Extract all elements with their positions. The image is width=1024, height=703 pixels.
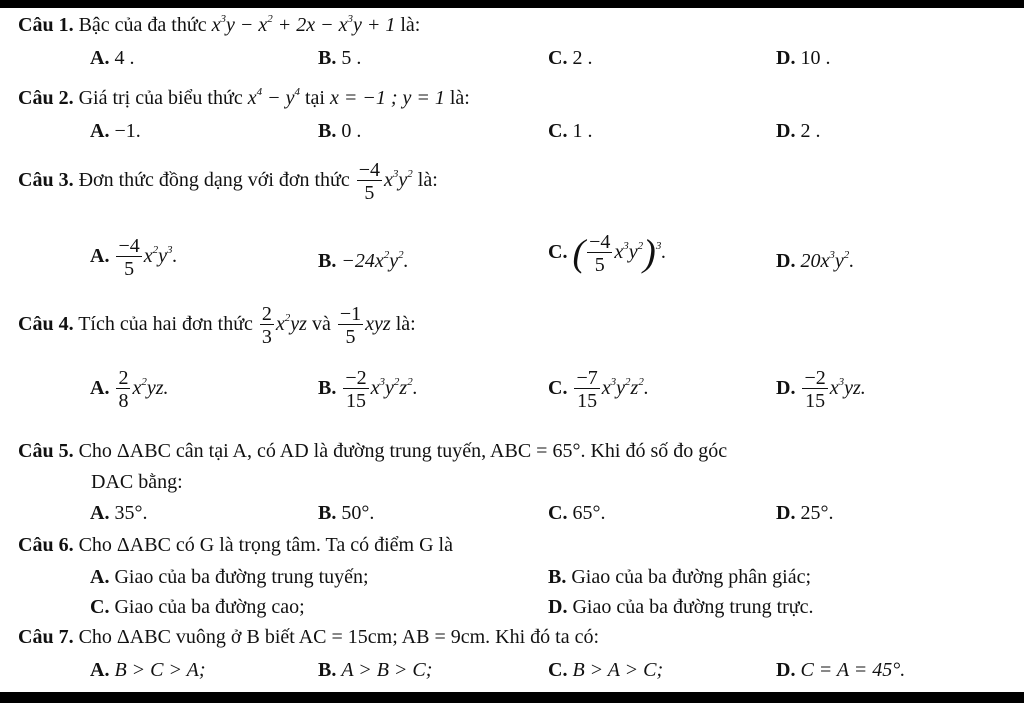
question-4: Câu 4. Tích của hai đơn thức $\frac{2}{3}$ $x^2yz$ và $\frac{-1}{5}$ xyz là: <box>18 303 416 348</box>
question-label: Câu 4. <box>18 313 74 336</box>
option-c: C. $\frac{-7}{15}$ $x^3y^2z^2$. <box>548 367 649 412</box>
option-b: B. 50°. <box>318 502 375 524</box>
question-text: Giá trị của biểu thức <box>78 87 243 109</box>
option-a: A. 35°. <box>90 502 148 524</box>
question-3: Câu 3. Đơn thức đồng dạng với đơn thức $\frac{-4}{5}$ $x^3y^2$ là: <box>18 159 438 204</box>
monomial-2: $\frac{-1}{5}$ xyz <box>339 303 391 348</box>
question-label: Câu 2. <box>18 87 74 109</box>
option-a: A. −1. <box>90 120 141 142</box>
condition: x = −1 ; y = 1 <box>329 87 445 109</box>
option-d: D. Giao của ba đường trung trực. <box>548 596 814 618</box>
question-text: Đơn thức đồng dạng với đơn thức <box>78 169 350 192</box>
question-5 <box>18 440 727 463</box>
option-d: D. $\frac{-2}{15}$ $x^3yz$. <box>776 367 866 412</box>
question-1 <box>18 14 420 37</box>
question-5-continued: DAC bằng: <box>91 471 183 493</box>
question-label: Câu 3. <box>18 169 74 192</box>
option-b: B. Giao của ba đường phân giác; <box>548 566 812 588</box>
question-text: Cho ΔABC vuông ở B biết AC = 15cm; AB = 9cm. Khi đó ta có: <box>78 626 600 648</box>
question-text: Cho ΔABC có G là trọng tâm. Ta có điểm G là <box>78 534 453 556</box>
option-b: B. $-24x^2y^2$. <box>318 249 409 272</box>
option-a: A. 4 . <box>90 47 135 69</box>
option-a: A. B > C > A; <box>90 659 206 681</box>
question-text: Tích của hai đơn thức <box>78 313 253 336</box>
question-label: Câu 5. <box>18 440 74 462</box>
option-c: C. 1 . <box>548 120 593 142</box>
question-6 <box>18 534 453 557</box>
question-label: Câu 6. <box>18 534 74 556</box>
option-c: C. 2 . <box>548 47 593 69</box>
option-d: D. 25°. <box>776 502 834 524</box>
option-d: D. 2 . <box>776 120 821 142</box>
option-c: C. Giao của ba đường cao; <box>90 596 305 618</box>
question-7 <box>18 626 599 649</box>
option-a: A. Giao của ba đường trung tuyến; <box>90 566 369 588</box>
polynomial: $x^3y - x^2 + 2x - x^3y + 1$ <box>211 13 396 36</box>
question-label: Câu 7. <box>18 626 74 648</box>
option-d: D. C = A = 45°. <box>776 659 906 681</box>
option-b: B. 5 . <box>318 47 362 69</box>
question-text: Cho ΔABC cân tại A, có AD là đường trung tuyến, ABC = 65°. Khi đó số đo góc <box>78 440 728 462</box>
option-c: C. B > A > C; <box>548 659 664 681</box>
option-d: D. $20x^3y^2$. <box>776 249 855 272</box>
option-a: A. $\frac{-4}{5}$ $x^2y^3$. <box>90 235 178 280</box>
option-a: A. $\frac{2}{8}$ $x^2yz$. <box>90 367 169 412</box>
option-b: B. $\frac{-2}{15}$ $x^3y^2z^2$. <box>318 367 418 412</box>
worksheet-page <box>0 8 1024 692</box>
question-label: Câu 1. <box>18 14 74 36</box>
question-2: Câu 2. Giá trị của biểu thức $x^4 - y^4$ tại x = −1 ; y = 1 là: <box>18 86 470 109</box>
question-tail: là: <box>400 14 421 36</box>
expression: $x^4 - y^4$ <box>247 86 300 109</box>
option-d: D. 10 . <box>776 47 831 69</box>
option-c: C. ( $\frac{-4}{5}$ $x^3y^2)^3$. <box>548 231 667 276</box>
option-b: B. 0 . <box>318 120 362 142</box>
monomial-1: $\frac{2}{3}$ $x^2yz$ <box>261 303 307 348</box>
question-text: Bậc của đa thức <box>78 14 207 36</box>
option-c: C. 65°. <box>548 502 606 524</box>
option-b: B. A > B > C; <box>318 659 433 681</box>
monomial: $\frac{-4}{5}$ $x^3y^2$ <box>358 159 413 204</box>
